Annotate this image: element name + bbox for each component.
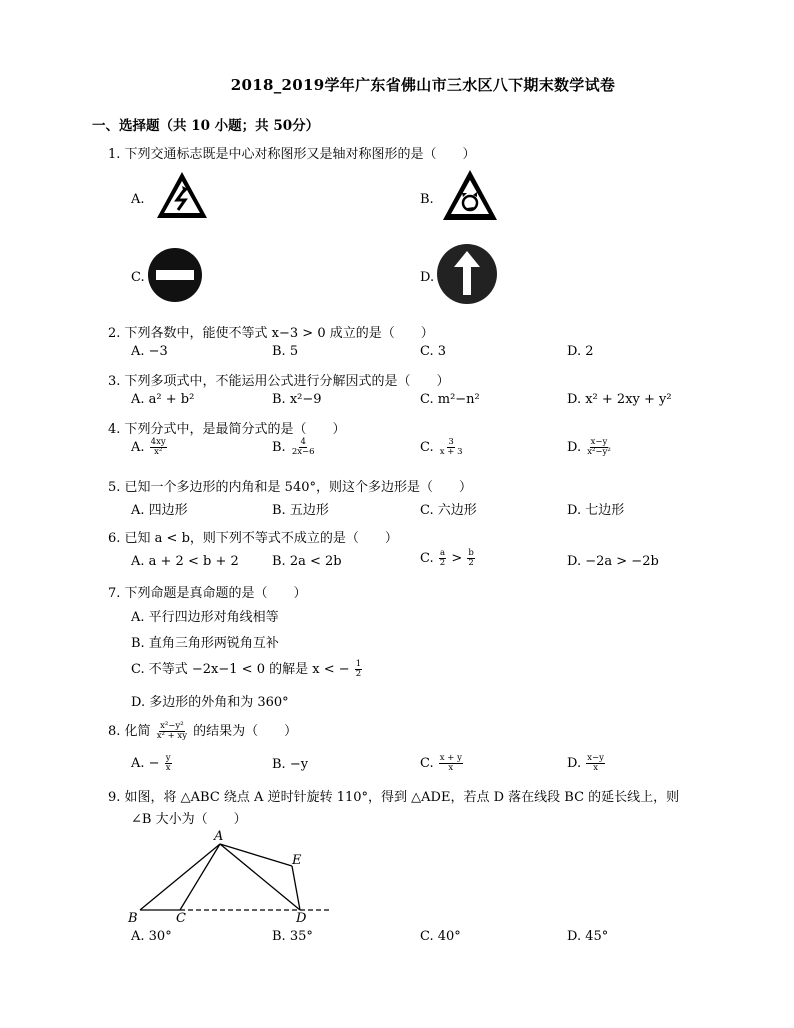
numerator: x−y bbox=[587, 753, 604, 763]
numerator: 4 bbox=[300, 437, 306, 447]
q6-option-c[interactable] bbox=[420, 549, 476, 568]
q1-option-d-label[interactable]: D. bbox=[420, 270, 435, 285]
segment-ad bbox=[220, 844, 300, 910]
q7-option-b[interactable]: B. 直角三角形两锐角互补 bbox=[131, 636, 279, 651]
point-label-b: B bbox=[128, 911, 138, 926]
q6-option-a[interactable]: A. a + 2 < b + 2 bbox=[131, 554, 239, 569]
q4-option-c-fraction bbox=[439, 438, 464, 457]
q8-option-a-label: A. − bbox=[131, 755, 160, 771]
q1-option-a-label[interactable]: A. bbox=[131, 192, 145, 207]
q7-option-d[interactable]: D. 多边形的外角和为 360° bbox=[131, 695, 289, 710]
q7-option-c[interactable] bbox=[131, 658, 363, 679]
straight-ahead-arrow-sign-icon bbox=[436, 243, 498, 305]
q4-option-d[interactable] bbox=[567, 438, 613, 457]
question-2-stem: 2. 下列各数中，能使不等式 x−3 > 0 成立的是（ ） bbox=[108, 326, 434, 341]
denominator: x bbox=[165, 762, 171, 773]
point-label-c: C bbox=[176, 911, 186, 926]
q8-stem-fraction bbox=[156, 722, 188, 741]
denominator: x² + xy bbox=[156, 731, 188, 741]
q2-option-b[interactable]: B. 5 bbox=[272, 344, 299, 359]
q4-option-a-fraction bbox=[150, 438, 167, 457]
numerator: 3 bbox=[448, 437, 454, 447]
q8-option-c-label: C. bbox=[420, 755, 434, 771]
denominator: 2 bbox=[355, 669, 362, 679]
q8-option-d[interactable] bbox=[567, 754, 606, 773]
numerator: x²−y² bbox=[160, 721, 184, 732]
q4-option-c[interactable] bbox=[420, 438, 465, 457]
q7-option-a[interactable]: A. 平行四边形对角线相等 bbox=[131, 610, 279, 625]
question-9-stem-line-1: 9. 如图，将 △ABC 绕点 A 逆时针旋转 110°，得到 △ADE，若点 D 落在线段 BC 的延长线上，则 bbox=[108, 790, 680, 805]
question-6-stem: 6. 已知 a < b，则下列不等式不成立的是（ ） bbox=[108, 531, 398, 546]
q1-option-c-label[interactable]: C. bbox=[131, 270, 145, 285]
denominator: x bbox=[448, 762, 454, 773]
q8-option-a[interactable] bbox=[131, 754, 173, 773]
q8-option-b[interactable]: B. −y bbox=[272, 757, 309, 772]
denominator: 2 bbox=[468, 557, 474, 568]
q4-option-a[interactable] bbox=[131, 438, 168, 457]
q9-option-d[interactable]: D. 45° bbox=[567, 929, 609, 944]
question-5-stem: 5. 已知一个多边形的内角和是 540°，则这个多边形是（ ） bbox=[108, 480, 472, 495]
q4-option-a-label: A. bbox=[131, 439, 145, 455]
numerator: x + y bbox=[439, 753, 462, 763]
q4-option-d-fraction bbox=[586, 438, 612, 457]
denominator: x + 3 bbox=[439, 446, 463, 457]
segment-ed bbox=[292, 866, 300, 910]
q5-option-d[interactable]: D. 七边形 bbox=[567, 503, 625, 518]
q3-option-a[interactable]: A. a² + b² bbox=[131, 392, 195, 407]
question-4-stem: 4. 下列分式中，是最简分式的是（ ） bbox=[108, 422, 346, 437]
q9-option-a[interactable]: A. 30° bbox=[131, 929, 172, 944]
q4-option-c-label: C. bbox=[420, 439, 434, 455]
q8-option-c[interactable] bbox=[420, 754, 464, 773]
page-title: 2018_2019学年广东省佛山市三水区八下期末数学试卷 bbox=[230, 76, 616, 94]
q2-option-a[interactable]: A. −3 bbox=[131, 344, 168, 359]
no-entry-sign-icon bbox=[147, 247, 203, 303]
q6-option-c-label: C. bbox=[420, 550, 434, 566]
q8-stem-suffix: 的结果为（ ） bbox=[193, 724, 298, 739]
segment-ac bbox=[180, 844, 220, 910]
q2-option-c[interactable]: C. 3 bbox=[420, 344, 447, 359]
q3-option-c[interactable]: C. m²−n² bbox=[420, 392, 480, 407]
question-9-stem-line-2: ∠B 大小为（ ） bbox=[131, 812, 247, 827]
q4-option-b[interactable] bbox=[272, 438, 317, 457]
q1-option-b-label[interactable]: B. bbox=[420, 192, 434, 207]
warning-curve-sign-icon bbox=[154, 169, 210, 221]
numerator: a bbox=[439, 548, 446, 558]
q7-option-c-text: C. 不等式 −2x−1 < 0 的解是 x < − bbox=[131, 662, 350, 677]
q6-option-b[interactable]: B. 2a < 2b bbox=[272, 554, 342, 569]
denominator: 2 bbox=[439, 557, 446, 568]
q5-option-c[interactable]: C. 六边形 bbox=[420, 503, 477, 518]
q4-option-b-fraction bbox=[291, 438, 316, 457]
numerator: b bbox=[468, 548, 474, 558]
q9-option-c[interactable]: C. 40° bbox=[420, 929, 461, 944]
q9-geometry-figure bbox=[120, 826, 350, 926]
question-7-stem: 7. 下列命题是真命题的是（ ） bbox=[108, 586, 307, 601]
denominator: 2x−6 bbox=[291, 446, 315, 457]
q5-option-a[interactable]: A. 四边形 bbox=[131, 503, 188, 518]
roundabout-warning-sign-icon bbox=[440, 167, 500, 223]
question-3-stem: 3. 下列多项式中，不能运用公式进行分解因式的是（ ） bbox=[108, 374, 450, 389]
denominator: x²−y² bbox=[587, 446, 611, 457]
segment-ab bbox=[140, 844, 220, 910]
q8-stem-prefix: 8. 化简 bbox=[108, 724, 151, 739]
denominator: x² bbox=[154, 446, 163, 457]
point-label-e: E bbox=[292, 853, 302, 868]
numerator: y bbox=[165, 753, 171, 763]
q7-option-c-fraction bbox=[355, 660, 362, 679]
point-label-a: A bbox=[214, 829, 224, 844]
section-heading: 一、选择题（共 10 小题；共 50分） bbox=[92, 118, 320, 134]
numerator: x−y bbox=[590, 437, 608, 447]
q8-option-a-fraction bbox=[165, 754, 172, 773]
numerator: 4xy bbox=[150, 437, 166, 447]
q6-option-c-operator: > bbox=[451, 550, 463, 566]
q6-option-c-fraction-a bbox=[439, 549, 446, 568]
question-8-stem bbox=[108, 720, 297, 741]
q6-option-d[interactable]: D. −2a > −2b bbox=[567, 554, 659, 569]
q8-option-d-fraction bbox=[586, 754, 605, 773]
q3-option-b[interactable]: B. x²−9 bbox=[272, 392, 322, 407]
question-1-stem: 1. 下列交通标志既是中心对称图形又是轴对称图形的是（ ） bbox=[108, 147, 476, 162]
point-label-d: D bbox=[296, 911, 307, 926]
denominator: x bbox=[593, 762, 598, 773]
q5-option-b[interactable]: B. 五边形 bbox=[272, 503, 329, 518]
q3-option-d[interactable]: D. x² + 2xy + y² bbox=[567, 392, 672, 407]
q4-option-b-label: B. bbox=[272, 439, 286, 455]
q9-option-b[interactable]: B. 35° bbox=[272, 929, 313, 944]
q8-option-d-label: D. bbox=[567, 755, 582, 771]
q6-option-c-fraction-b bbox=[467, 549, 474, 568]
segment-ae bbox=[220, 844, 292, 866]
q4-option-d-label: D. bbox=[567, 439, 582, 455]
numerator: 1 bbox=[355, 659, 362, 670]
q8-option-c-fraction bbox=[439, 754, 463, 773]
q2-option-d[interactable]: D. 2 bbox=[567, 344, 594, 359]
